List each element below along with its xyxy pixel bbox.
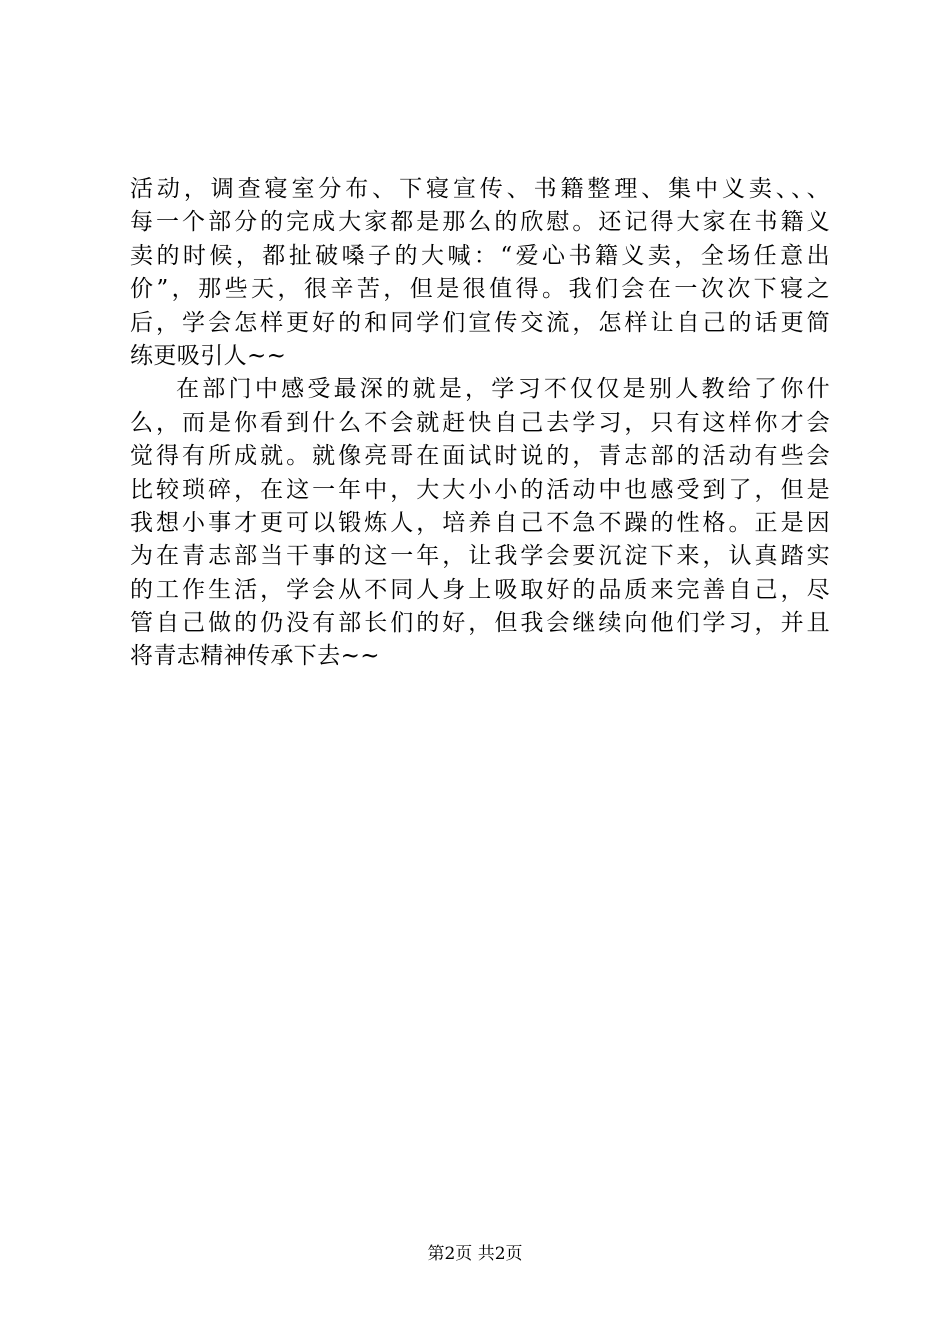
text-line: 后，学会怎样更好的和同学们宣传交流，怎样让自己的话更简 (130, 309, 830, 336)
text-line: 活动，调查寝室分布、下寝宣传、书籍整理、集中义卖、、、 (130, 176, 830, 202)
document-body (130, 173, 830, 674)
text-line: 的工作生活，学会从不同人身上吸取好的品质来完善自己，尽 (130, 576, 830, 603)
text-line: 觉得有所成就。就像亮哥在面试时说的，青志部的活动有些会 (130, 443, 830, 470)
text-line: 练更吸引人~~ (130, 342, 287, 369)
text-line: 管自己做的仍没有部长们的好，但我会继续向他们学习，并且 (130, 610, 830, 637)
paragraph-2 (130, 373, 830, 674)
text-line: 将青志精神传承下去~~ (130, 643, 380, 670)
page-number-footer: 第2页 共2页 (427, 1244, 523, 1264)
text-line: 比较琐碎，在这一年中，大大小小的活动中也感受到了，但是 (130, 476, 830, 503)
text-line: 价”，那些天，很辛苦，但是很值得。我们会在一次次下寝之 (130, 276, 830, 303)
text-line: 我想小事才更可以锻炼人，培养自己不急不躁的性格。正是因 (130, 509, 830, 536)
text-line: 么，而是你看到什么不会就赶快自己去学习，只有这样你才会 (130, 409, 830, 436)
text-line: 为在青志部当干事的这一年，让我学会要沉淀下来，认真踏实 (130, 543, 830, 570)
text-line: 在部门中感受最深的就是，学习不仅仅是别人教给了你什 (176, 376, 830, 403)
paragraph-1 (130, 173, 830, 373)
text-line: 卖的时候，都扯破嗓子的大喊：“爱心书籍义卖，全场任意出 (130, 242, 830, 269)
text-line: 每一个部分的完成大家都是那么的欣慰。还记得大家在书籍义 (130, 209, 830, 236)
